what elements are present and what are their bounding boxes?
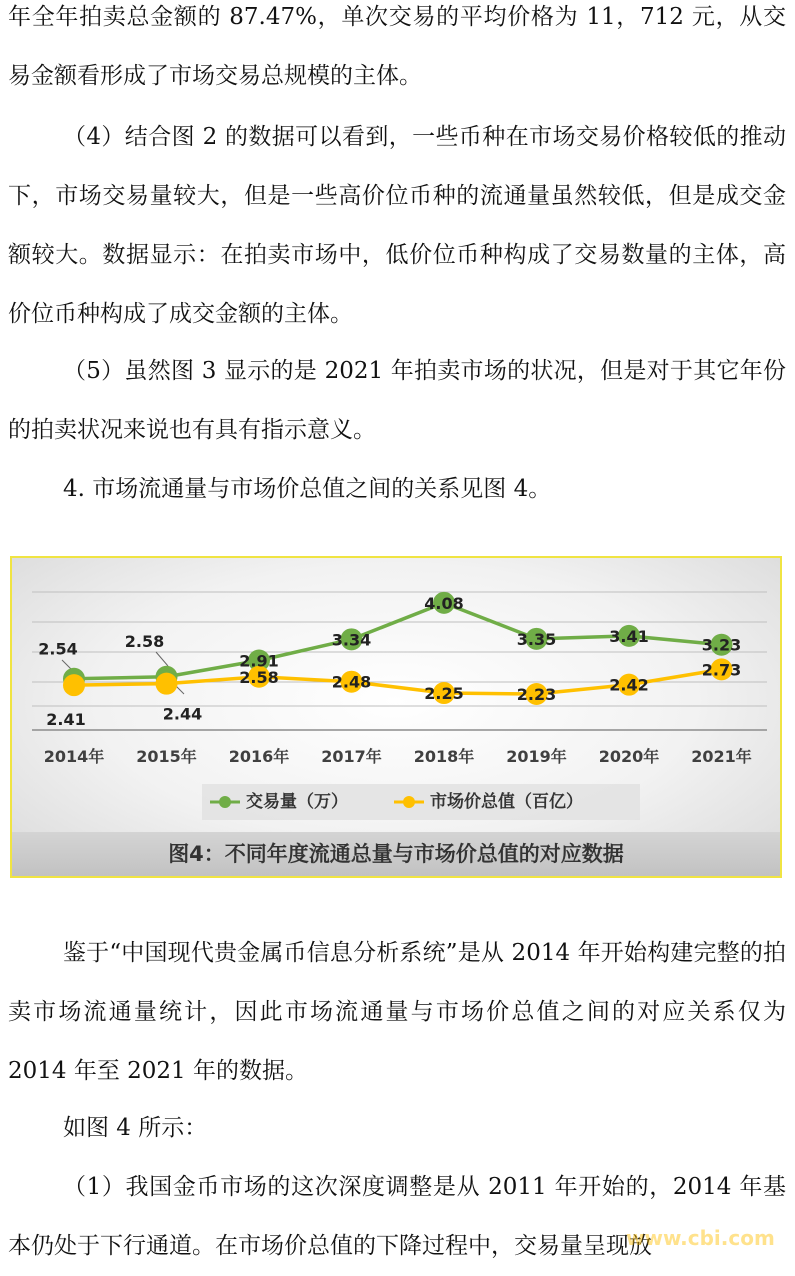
data-point: [63, 674, 85, 696]
data-label: 3.23: [701, 635, 742, 655]
body-paragraph: （4）结合图 2 的数据可以看到，一些币种在市场交易价格较低的推动下，市场交易量较大，但是一些高价位币种的流通量虽然较低，但是成交金额较大。数据显示：在拍卖市场中，低价位币种构成了交易数量的主体，高价位币种构成了成交金额的主体。: [8, 124, 786, 327]
body-paragraph: 鉴于“中国现代贵金属币信息分析系统”是从 2014 年开始构建完整的拍卖市场流通量统计，因此市场流通量与市场价总值之间的对应关系仅为 2014 年至 2021 年的数据。: [8, 940, 786, 1084]
data-label: 2.54: [38, 639, 78, 659]
x-tick-label: 2018年: [413, 747, 475, 766]
data-label: 3.41: [609, 626, 649, 646]
x-tick-label: 2019年: [506, 747, 567, 766]
x-tick-label: 2021年: [691, 747, 752, 766]
data-label: 2.48: [331, 672, 372, 692]
figure-4: [10, 556, 782, 878]
legend-item-value: [392, 784, 632, 820]
x-tick-label: 2020年: [598, 747, 660, 766]
data-label: 2.58: [239, 667, 279, 687]
body-paragraph: 年全年拍卖总金额的 87.47%，单次交易的平均价格为 11，712 元，从交易金额看形成了市场交易总规模的主体。: [8, 4, 786, 89]
data-point: [156, 673, 178, 695]
leader-line: [156, 652, 168, 666]
data-label: 4.08: [424, 593, 464, 613]
section-heading: 4. 市场流通量与市场价总值之间的关系见图 4。: [63, 476, 552, 502]
data-label: 2.58: [124, 631, 165, 651]
data-label: 2.25: [424, 684, 464, 704]
data-label: 3.34: [331, 630, 372, 650]
data-label: 2.41: [46, 710, 86, 730]
legend-label: 市场价总值（百亿）: [430, 792, 583, 812]
x-tick-label: 2016年: [228, 747, 290, 766]
body-paragraph: 如图 4 所示：: [63, 1115, 208, 1141]
data-label: 3.35: [516, 629, 557, 649]
legend-item-volume: [208, 784, 378, 820]
data-label: 2.44: [162, 704, 203, 724]
data-label: 2.91: [239, 651, 279, 671]
data-label: 2.73: [701, 660, 742, 680]
body-paragraph: （1）我国金币市场的这次深度调整是从 2011 年开始的，2014 年基本仍处于下行通道。在市场价总值的下降过程中，交易量呈现放: [8, 1174, 786, 1259]
data-label: 2.23: [516, 685, 557, 705]
x-tick-label: 2015年: [136, 747, 197, 766]
legend-label: 交易量（万）: [246, 792, 348, 812]
chart-legend: [202, 784, 640, 820]
figure-caption: 图4：不同年度流通总量与市场价总值的对应数据: [12, 832, 780, 876]
body-paragraph: （5）虽然图 3 显示的是 2021 年拍卖市场的状况，但是对于其它年份的拍卖状况来说也有具有指示意义。: [8, 358, 786, 443]
data-label: 2.42: [609, 675, 649, 695]
legend-swatch-green-icon: [208, 794, 242, 810]
x-tick-label: 2014年: [43, 747, 105, 766]
watermark: www.cbi.com: [626, 1226, 775, 1250]
legend-swatch-yellow-icon: [392, 794, 426, 810]
x-tick-label: 2017年: [321, 747, 382, 766]
